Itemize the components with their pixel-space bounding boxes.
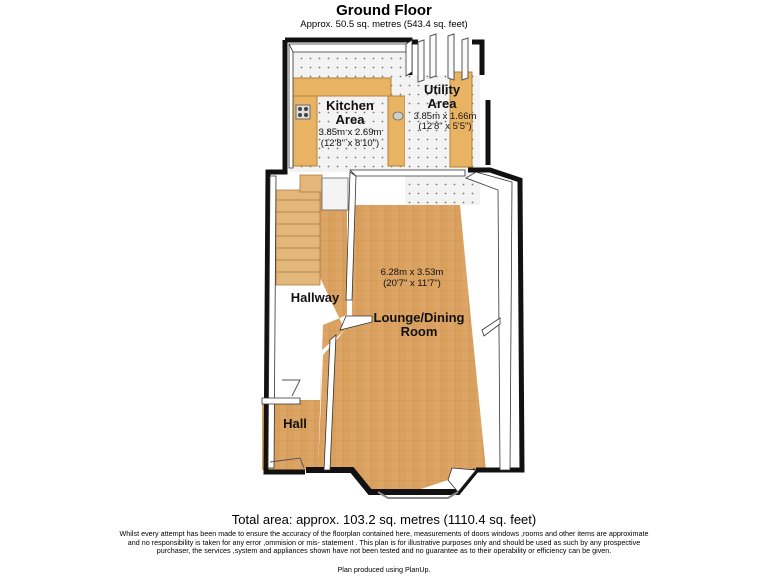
lounge-dimensions-metric: 6.28m x 3.53m — [380, 267, 444, 278]
kitchen-dimensions-metric: 3.85m x 2.69m — [318, 127, 382, 138]
lounge-label-line1: Lounge/Dining — [373, 310, 465, 325]
kitchen-label-line1: Kitchen — [326, 98, 374, 113]
kitchen-label-line2: Area — [335, 112, 365, 127]
lounge-label-line2: Room — [400, 324, 438, 339]
staircase — [276, 175, 322, 285]
lounge-dimensions-imperial: (20'7" x 11'7") — [383, 278, 441, 289]
kitchen-dimensions-imperial: (12'8" x 8'10") — [320, 138, 380, 149]
plan-credit: Plan produced using PlanUp. — [337, 565, 431, 574]
utility-label-line1: Utility — [423, 82, 461, 97]
cupboard — [322, 178, 348, 210]
total-area: Total area: approx. 103.2 sq. metres (1110.4 sq. feet) — [231, 512, 537, 527]
plan-title: Ground Floor — [336, 2, 432, 19]
sink-icon — [393, 112, 403, 120]
hob-icon — [296, 105, 310, 119]
utility-dimensions-metric: 3.85m x 1.66m — [413, 111, 477, 122]
utility-dimensions-imperial: (12'8" x 5'5") — [418, 121, 472, 132]
plan-subtitle: Approx. 50.5 sq. metres (543.4 sq. feet) — [300, 19, 468, 30]
hallway-label: Hallway — [290, 290, 340, 305]
disclaimer: Whilst every attempt has been made to ensure the accuracy of the floorplan contained here, measurements of doors windows ,rooms and other items are approximate and no responsibility is taken for any error ,ommision or mis- statement . This plan is for illustrative purposes only and should be used as such by any prospective purchaser, the services ,system and appliances shown have not been tested and no guarantee as to their operability or efficiency can be given. — [119, 529, 649, 556]
hall-label: Hall — [283, 416, 307, 431]
utility-label-line2: Area — [427, 96, 457, 111]
